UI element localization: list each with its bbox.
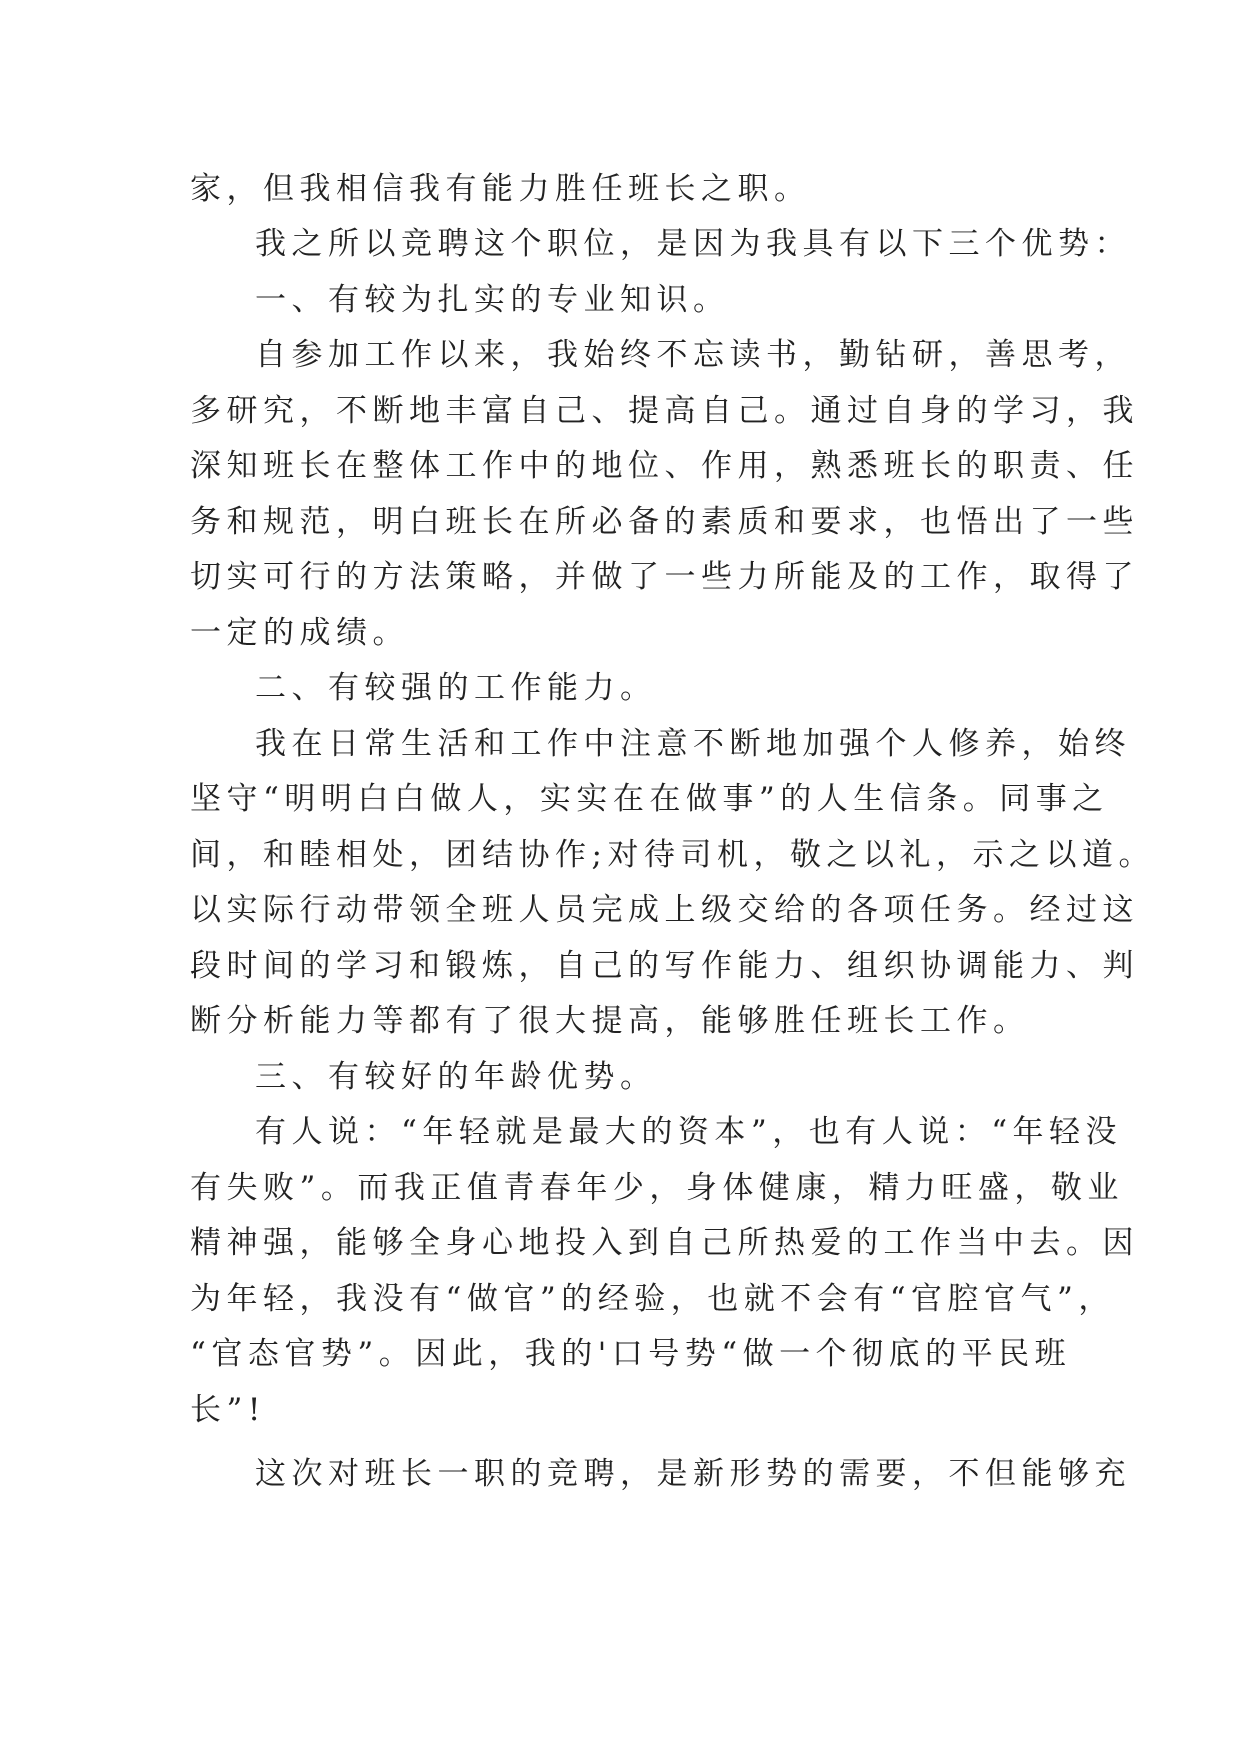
text-line-6: 深知班长在整体工作中的地位、作用，熟悉班长的职责、任 — [190, 448, 1139, 484]
text-line-17: 三、有较好的年龄优势。 — [255, 1059, 657, 1095]
text-line-5: 多研究，不断地丰富自己、提高自己。通过自身的学习，我 — [190, 393, 1139, 429]
text-line-3: 一、有较为扎实的专业知识。 — [255, 282, 730, 318]
text-line-8: 切实可行的方法策略，并做了一些力所能及的工作，取得了 — [190, 559, 1139, 595]
text-line-4: 自参加工作以来，我始终不忘读书，勤钻研，善思考， — [255, 337, 1131, 373]
text-line-20: 精神强，能够全身心地投入到自己所热爱的工作当中去。因 — [190, 1225, 1139, 1261]
text-line-2: 我之所以竞聘这个职位，是因为我具有以下三个优势： — [255, 226, 1131, 262]
text-line-16: 断分析能力等都有了很大提高，能够胜任班长工作。 — [190, 1003, 1030, 1039]
text-line-23: 长”! — [190, 1392, 266, 1428]
text-line-12: 坚守“明明白白做人，实实在在做事”的人生信条。同事之 — [190, 781, 1109, 817]
text-line-1: 家，但我相信我有能力胜任班长之职。 — [190, 171, 811, 207]
text-line-10: 二、有较强的工作能力。 — [255, 670, 657, 706]
text-line-15: 段时间的学习和锻炼，自己的写作能力、组织协调能力、判 — [190, 948, 1139, 984]
text-line-14: 以实际行动带领全班人员完成上级交给的各项任务。经过这 — [190, 892, 1139, 928]
text-line-21: 为年轻，我没有“做官”的经验，也就不会有“官腔官气”， — [190, 1281, 1115, 1317]
text-line-19: 有失败”。而我正值青春年少，身体健康，精力旺盛，敬业 — [190, 1170, 1124, 1206]
text-line-9: 一定的成绩。 — [190, 615, 409, 651]
text-line-22: “官态官势”。因此，我的'口号势“做一个彻底的平民班 — [190, 1336, 1072, 1372]
text-line-13: 间，和睦相处，团结协作;对待司机，敬之以礼，示之以道。 — [190, 837, 1155, 873]
text-line-11: 我在日常生活和工作中注意不断地加强个人修养，始终 — [255, 726, 1131, 762]
text-line-18: 有人说：“年轻就是最大的资本”，也有人说：“年轻没 — [255, 1114, 1123, 1150]
text-line-24: 这次对班长一职的竞聘，是新形势的需要，不但能够充 — [255, 1456, 1131, 1492]
text-line-7: 务和规范，明白班长在所必备的素质和要求，也悟出了一些 — [190, 504, 1139, 540]
